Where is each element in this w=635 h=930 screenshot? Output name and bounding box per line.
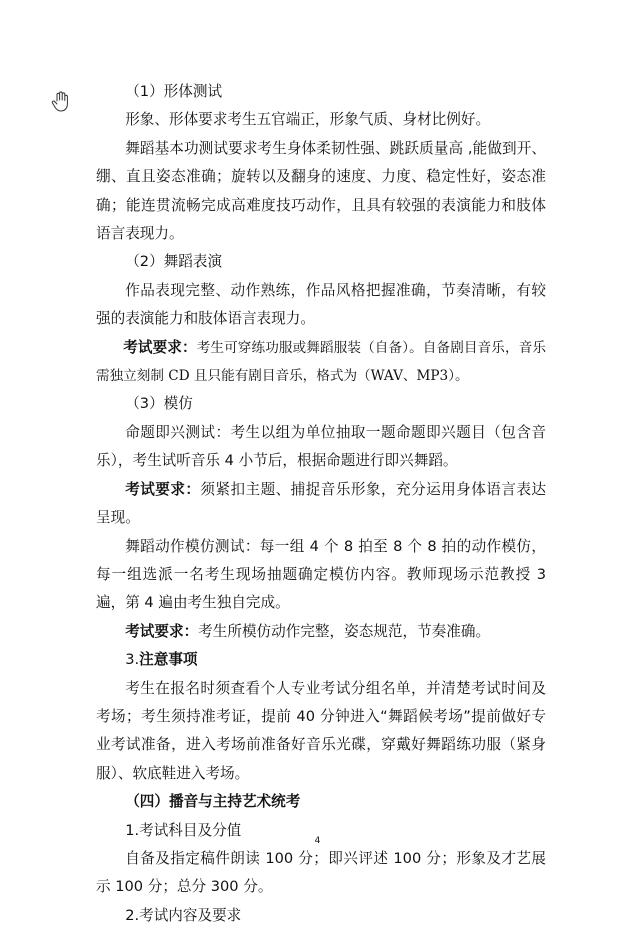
paragraph-notes: 考生在报名时须查看个人专业考试分组名单，并清楚考试时间及考场；考生须持准考证，提前 40 分钟进入“舞蹈候考场”提前做好专业考试准备，进入考场前准备好音乐光碟，穿戴好舞蹈练功服（紧身服）、软底鞋进入考场。 bbox=[96, 679, 546, 782]
paragraph-exam-requirement-2 bbox=[96, 476, 546, 533]
heading-text: 注意事项 bbox=[139, 651, 198, 669]
paragraph-exam-requirement-1 bbox=[96, 334, 546, 391]
heading-number: 3. bbox=[125, 651, 140, 669]
paragraph-scores: 自备及指定稿件朗读 100 分；即兴评述 100 分；形象及才艺展示 100 分；总分 300 分。 bbox=[96, 849, 546, 896]
paragraph-imitation-test: 舞蹈动作模仿测试：每一组 4 个 8 拍至 8 个 8 拍的动作模仿，每一组选派一名考生现场抽题确定模仿内容。教师现场示范教授 3 遍，第 4 遍由考生独自完成。 bbox=[96, 537, 546, 612]
hand-cursor-icon bbox=[49, 90, 73, 114]
section-heading-subjects: 1.考试科目及分值 bbox=[125, 821, 242, 839]
paragraph-improvisation: 命题即兴测试：考生以组为单位抽取一题命题即兴题目（包含音乐），考生试听音乐 4 小节后，根据命题进行即兴舞蹈。 bbox=[96, 423, 546, 470]
paragraph-basic-skills: 舞蹈基本功测试要求考生身体柔韧性强、跳跃质量高 ,能做到开、绷、直且姿态准确；旋转以及翻身的速度、力度、稳定性好，姿态准确；能连贯流畅完成高难度技巧动作，且具有较强的表演能力和肢体语言表现力。 bbox=[96, 139, 546, 243]
section-heading-broadcasting: （四）播音与主持艺术统考 bbox=[125, 793, 301, 811]
section-heading-imitation: （3）模仿 bbox=[125, 395, 193, 413]
paragraph-performance: 作品表现完整、动作熟练，作品风格把握准确，节奏清晰，有较强的表演能力和肢体语言表现力。 bbox=[96, 281, 546, 328]
page-number: 4 bbox=[314, 836, 321, 846]
section-heading-notes bbox=[96, 646, 546, 674]
requirement-label: 考试要求： bbox=[125, 622, 199, 640]
section-heading-content: 2.考试内容及要求 bbox=[125, 906, 242, 924]
section-heading-dance-performance: （2）舞蹈表演 bbox=[125, 253, 223, 271]
requirement-text: 考生可穿练功服或舞蹈服装（自备）。自备剧目音乐，音乐需独立刻制 CD 且只能有剧目音乐，格式为（WAV、MP3）。 bbox=[96, 339, 546, 385]
section-heading-body-test: （1）形体测试 bbox=[125, 83, 223, 100]
requirement-label: 考试要求： bbox=[125, 480, 201, 498]
paragraph-appearance: 形象、形体要求考生五官端正，形象气质、身材比例好。 bbox=[125, 111, 491, 129]
requirement-text: 须紧扣主题、捕捉音乐形象，充分运用身体语言表达呈现。 bbox=[96, 480, 546, 527]
paragraph-exam-requirement-3 bbox=[96, 618, 546, 646]
document-body bbox=[96, 78, 546, 930]
requirement-text: 考生所模仿动作完整，姿态规范，节奏准确。 bbox=[198, 622, 491, 640]
requirement-label: 考试要求： bbox=[123, 338, 197, 356]
